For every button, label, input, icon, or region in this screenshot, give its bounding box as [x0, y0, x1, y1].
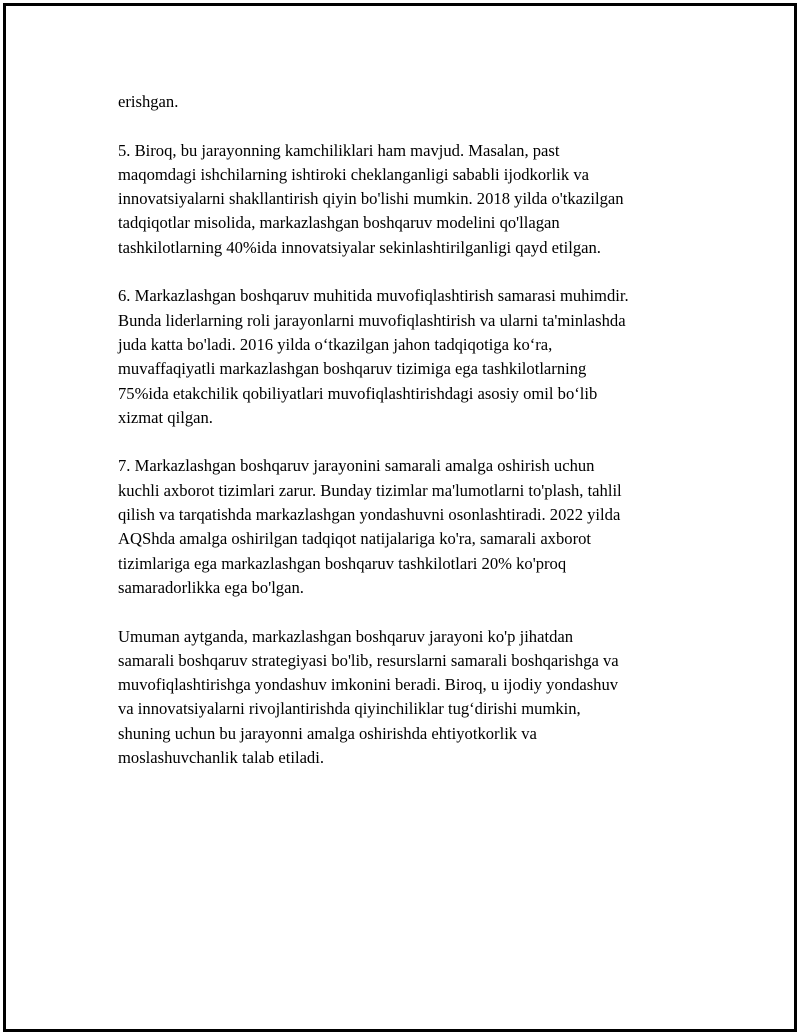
- text-line: Umuman aytganda, markazlashgan boshqaruv jarayoni ko'p jihatdan: [118, 626, 574, 646]
- text-line: samarali boshqaruv strategiyasi bo'lib, resurslarni samarali boshqarishga va: [118, 650, 619, 670]
- text-line: tadqiqotlar misolida, markazlashgan boshqaruv modelini qo'llagan: [118, 213, 560, 233]
- text-line: 6. Markazlashgan boshqaruv muhitida muvofiqlashtirish samarasi muhimdir.: [118, 286, 629, 306]
- text-line: xizmat qilgan.: [118, 407, 213, 427]
- text-line: 75%ida etakchilik qobiliyatlari muvofiqlashtirishdagi asosiy omil bo‘lib: [118, 383, 598, 403]
- text-line: Bunda liderlarning roli jarayonlarni muvofiqlashtirish va ularni ta'minlashda: [118, 310, 626, 330]
- text-line: erishgan.: [118, 92, 179, 111]
- text-line: kuchli axborot tizimlari zarur. Bunday tizimlar ma'lumotlarni to'plash, tahlil: [118, 480, 622, 500]
- text-line: shuning uchun bu jarayonni amalga oshirishda ehtiyotkorlik va: [118, 723, 537, 743]
- text-line: qilish va tarqatishda markazlashgan yondashuvni osonlashtiradi. 2022 yilda: [118, 505, 621, 525]
- paragraph-item-5: [118, 139, 698, 260]
- text-line: juda katta bo'ladi. 2016 yilda o‘tkazilgan jahon tadqiqotiga ko‘ra,: [118, 334, 553, 354]
- text-line: maqomdagi ishchilarning ishtiroki cheklanganligi sababli ijodkorlik va: [118, 164, 589, 184]
- text-line: AQShda amalga oshirilgan tadqiqot natijalariga ko'ra, samarali axborot: [118, 529, 592, 549]
- text-line: muvofiqlashtirishga yondashuv imkonini beradi. Biroq, u ijodiy yondashuv: [118, 675, 619, 695]
- text-line: tashkilotlarning 40%ida innovatsiyalar sekinlashtirilganligi qayd etilgan.: [118, 237, 601, 257]
- paragraph-item-7: [118, 454, 698, 600]
- paragraph-continuation: [118, 90, 698, 114]
- text-line: 5. Biroq, bu jarayonning kamchiliklari ham mavjud. Masalan, past: [118, 140, 560, 160]
- text-line: muvaffaqiyatli markazlashgan boshqaruv tizimiga ega tashkilotlarning: [118, 359, 587, 379]
- text-line: 7. Markazlashgan boshqaruv jarayonini samarali amalga oshirish uchun: [118, 456, 595, 476]
- text-line: samaradorlikka ega bo'lgan.: [118, 577, 304, 597]
- document-body: [118, 90, 698, 795]
- paragraph-conclusion: [118, 625, 698, 771]
- text-line: innovatsiyalarni shakllantirish qiyin bo'lishi mumkin. 2018 yilda o'tkazilgan: [118, 189, 624, 209]
- text-line: tizimlariga ega markazlashgan boshqaruv tashkilotlari 20% ko'proq: [118, 553, 567, 573]
- paragraph-item-6: [118, 284, 698, 430]
- text-line: va innovatsiyalarni rivojlantirishda qiyinchiliklar tug‘dirishi mumkin,: [118, 699, 581, 719]
- text-line: moslashuvchanlik talab etiladi.: [118, 748, 324, 768]
